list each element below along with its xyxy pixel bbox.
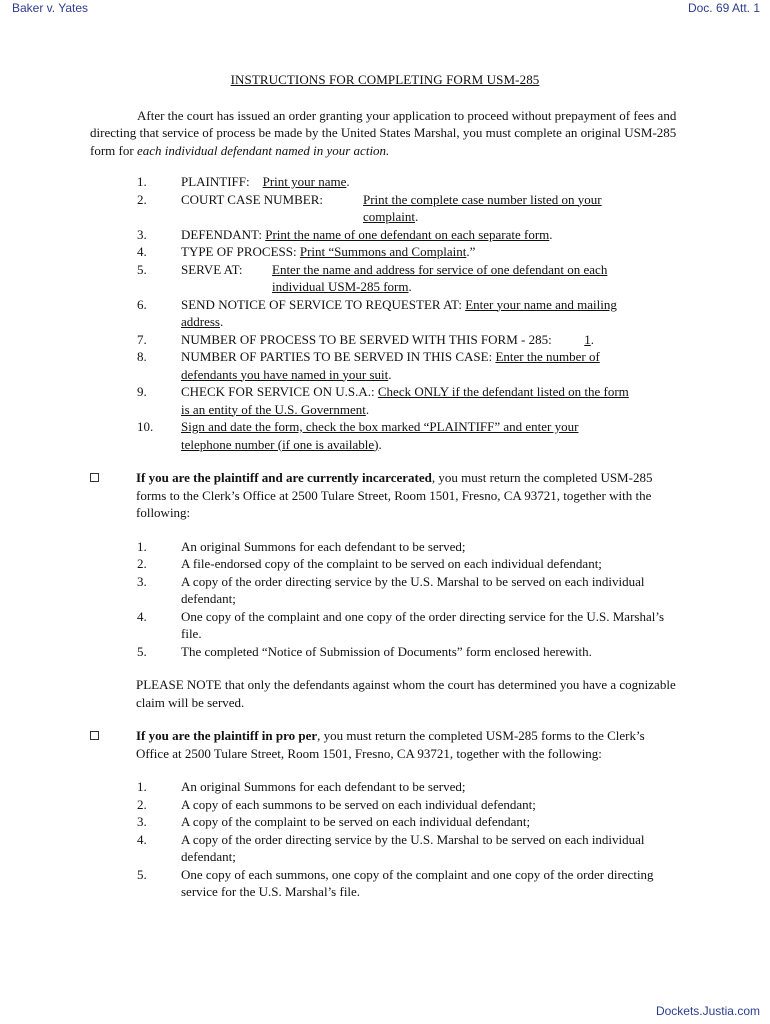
step-end: . xyxy=(220,314,224,329)
pro-per-section xyxy=(90,727,680,762)
item-text: A copy of the order directing service by the U.S. Marshal to be served on each individual defendant; xyxy=(181,573,645,606)
step-number: 5. xyxy=(137,261,147,277)
item-text: One copy of the complaint and one copy of the order directing service for the U.S. Marshal’s file. xyxy=(181,608,665,641)
step-label: CHECK FOR SERVICE ON U.S.A.: xyxy=(181,384,375,399)
step-number: 4. xyxy=(137,244,147,259)
step-label: NUMBER OF PARTIES TO BE SERVED IN THIS CASE: xyxy=(181,349,493,364)
intro-text: After the court has issued an order granting your application to proceed without prepayment of fees and directing that service of process be made by the United States Marshal, you must complete an original USM-285 form for xyxy=(90,107,677,158)
pro-per-text: , you must return the completed USM-285 forms to the Clerk’s Office at 2500 Tulare Street, Room 1501, Fresno, CA 93721, together with the following: xyxy=(136,728,645,761)
list-item xyxy=(90,538,680,556)
step-label: COURT CASE NUMBER: xyxy=(181,191,324,207)
step-value: Enter the number of xyxy=(495,349,600,364)
item-number: 3. xyxy=(137,573,147,589)
item-text: One copy of each summons, one copy of the complaint and one copy of the order directing service for the U.S. Marshal’s file. xyxy=(181,866,654,899)
step-number: 3. xyxy=(137,226,147,242)
step-value: Print “Summons and Complaint xyxy=(299,244,467,259)
list-item xyxy=(90,778,680,796)
item-text: A copy of the order directing service by the U.S. Marshal to be served on each individual defendant; xyxy=(181,831,645,864)
list-item xyxy=(90,573,680,608)
step-label: SERVE AT: xyxy=(181,261,243,277)
step-9 xyxy=(90,383,680,418)
intro-emphasis: each individual defendant named in your action. xyxy=(136,142,390,158)
square-bullet-icon xyxy=(90,731,99,740)
intro-paragraph xyxy=(90,107,680,160)
step-label: DEFENDANT: xyxy=(181,226,262,242)
list-item xyxy=(90,796,680,814)
item-number: 5. xyxy=(137,866,147,882)
square-bullet-icon xyxy=(90,473,99,482)
item-number: 1. xyxy=(137,779,147,794)
step-end: . xyxy=(590,331,594,347)
step-value: Print your name xyxy=(262,174,347,189)
item-text: A file-endorsed copy of the complaint to be served on each individual defendant; xyxy=(181,556,602,571)
step-number: 7. xyxy=(137,331,147,347)
step-10 xyxy=(90,418,680,453)
step-end: .” xyxy=(466,244,476,259)
step-5 xyxy=(90,261,680,296)
item-text: An original Summons for each defendant to be served; xyxy=(181,538,466,554)
step-value: Enter your name and mailing xyxy=(465,296,617,312)
justia-dockets-link[interactable]: Dockets.Justia.com xyxy=(655,1004,760,1018)
docket-number-header: Doc. 69 Att. 1 xyxy=(687,1,760,15)
item-number: 4. xyxy=(137,831,147,847)
step-label: NUMBER OF PROCESS TO BE SERVED WITH THIS FORM - 285: xyxy=(181,331,552,347)
step-value: telephone number (if one is available) xyxy=(181,436,379,452)
step-label: PLAINTIFF: xyxy=(181,174,250,189)
step-number: 1. xyxy=(137,174,147,189)
step-value: Enter the name and address for service of one defendant on each xyxy=(272,261,608,277)
list-item xyxy=(90,608,680,643)
incarcerated-paragraph xyxy=(136,469,680,522)
item-text: The completed “Notice of Submission of Documents” form enclosed herewith. xyxy=(181,643,592,659)
item-text: A copy of each summons to be served on each individual defendant; xyxy=(181,796,536,812)
step-value: address xyxy=(181,314,220,329)
step-value: is an entity of the U.S. Government xyxy=(181,401,366,417)
document-body xyxy=(90,71,680,901)
pro-per-paragraph xyxy=(136,727,680,762)
step-end: . xyxy=(378,436,382,452)
step-end: . xyxy=(415,209,419,224)
step-value: Sign and date the form, check the box marked “PLAINTIFF” and enter your xyxy=(181,419,579,434)
incarcerated-heading: If you are the plaintiff and are currently incarcerated xyxy=(136,470,432,485)
case-title-header: Baker v. Yates xyxy=(12,1,89,15)
item-number: 2. xyxy=(137,796,147,812)
step-value: 1 xyxy=(584,331,591,347)
step-3 xyxy=(90,226,680,244)
item-number: 2. xyxy=(137,556,147,571)
step-1 xyxy=(90,173,680,191)
step-number: 8. xyxy=(137,349,147,364)
item-number: 5. xyxy=(137,643,147,659)
pro-per-heading: If you are the plaintiff in pro per xyxy=(136,728,318,743)
list-item xyxy=(90,643,680,661)
incarcerated-text: , you must return the completed USM-285 forms to the Clerk’s Office at 2500 Tulare Street, Room 1501, Fresno, CA 93721, together with the following: xyxy=(136,470,653,520)
please-note-paragraph: PLEASE NOTE that only the defendants against whom the court has determined you have a cognizable claim will be served. xyxy=(136,677,676,710)
step-2 xyxy=(90,191,680,226)
step-number: 10. xyxy=(137,419,154,434)
list-item xyxy=(90,866,680,901)
step-end: . xyxy=(549,226,553,242)
step-value: Check ONLY if the defendant listed on the form xyxy=(377,384,629,399)
incarcerated-items-list xyxy=(90,538,680,661)
item-text: An original Summons for each defendant to be served; xyxy=(181,779,466,794)
step-end: . xyxy=(388,366,392,382)
item-number: 1. xyxy=(137,538,147,554)
step-8 xyxy=(90,348,680,383)
incarcerated-section xyxy=(90,469,680,522)
step-7 xyxy=(90,331,680,349)
step-label: SEND NOTICE OF SERVICE TO REQUESTER AT: xyxy=(181,296,462,312)
step-value: Print the name of one defendant on each separate form xyxy=(265,226,550,242)
item-number: 4. xyxy=(137,608,147,624)
document-title: INSTRUCTIONS FOR COMPLETING FORM USM-285 xyxy=(230,72,540,87)
step-number: 6. xyxy=(137,296,147,312)
form-steps-list xyxy=(90,173,680,453)
step-value: Print the complete case number listed on your xyxy=(363,191,602,207)
step-number: 9. xyxy=(137,384,147,399)
step-6 xyxy=(90,296,680,331)
item-text: A copy of the complaint to be served on each individual defendant; xyxy=(181,814,531,829)
list-item xyxy=(90,813,680,831)
step-label: TYPE OF PROCESS: xyxy=(181,244,297,259)
item-number: 3. xyxy=(137,814,147,829)
step-value: defendants you have named in your suit xyxy=(181,366,389,382)
step-value: individual USM-285 form xyxy=(272,279,409,294)
step-end: . xyxy=(346,174,350,189)
step-end: . xyxy=(365,401,370,417)
list-item xyxy=(90,555,680,573)
list-item xyxy=(90,831,680,866)
pro-per-items-list xyxy=(90,778,680,901)
step-value: complaint xyxy=(363,209,415,224)
step-end: . xyxy=(408,279,412,294)
step-number: 2. xyxy=(137,191,147,207)
step-4 xyxy=(90,243,680,261)
